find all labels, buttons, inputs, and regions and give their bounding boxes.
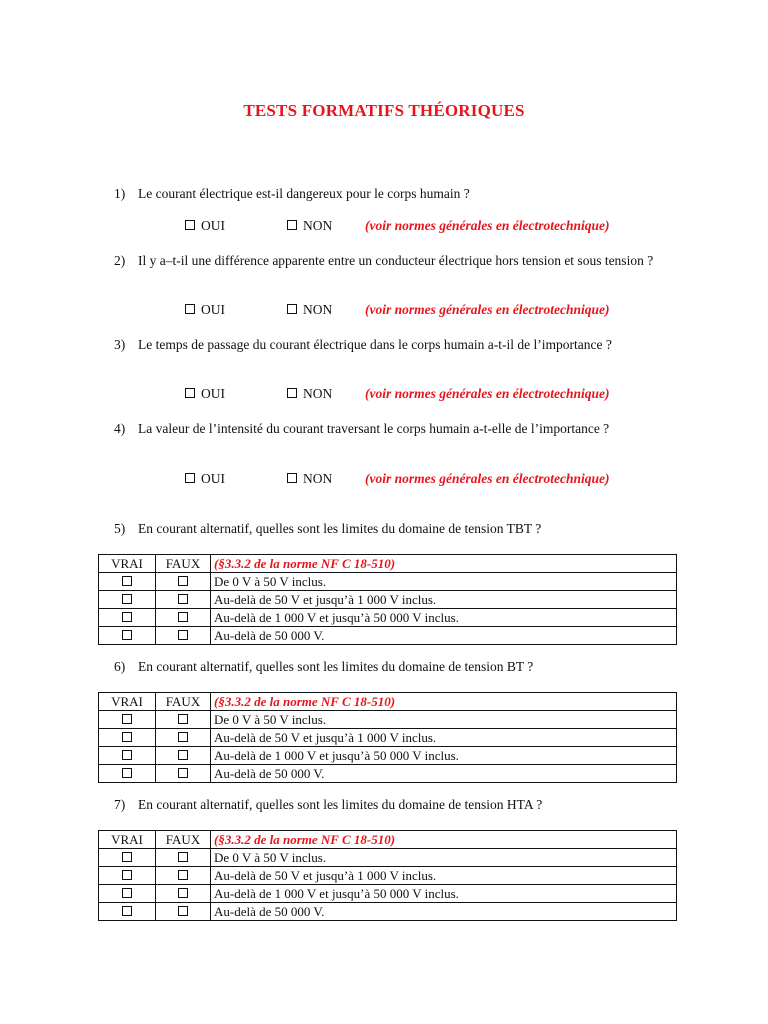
option-text: De 0 V à 50 V inclus.	[211, 711, 677, 729]
faux-cell[interactable]	[156, 849, 211, 867]
faux-header: FAUX	[156, 831, 211, 849]
table-row	[99, 849, 677, 867]
oui-option[interactable]: OUI	[185, 218, 225, 234]
checkbox-icon[interactable]	[122, 732, 132, 742]
faux-cell[interactable]	[156, 885, 211, 903]
option-text: Au-delà de 1 000 V et jusqu’à 50 000 V inclus.	[211, 885, 677, 903]
question-7	[114, 796, 684, 813]
faux-cell[interactable]	[156, 903, 211, 921]
faux-cell[interactable]	[156, 729, 211, 747]
checkbox-icon[interactable]	[122, 750, 132, 760]
option-text: Au-delà de 50 V et jusqu’à 1 000 V inclus.	[211, 729, 677, 747]
checkbox-icon[interactable]	[122, 594, 132, 604]
checkbox-icon[interactable]	[287, 388, 297, 398]
question-text: Le courant électrique est-il dangereux pour le corps humain ?	[138, 186, 470, 201]
checkbox-icon[interactable]	[178, 768, 188, 778]
option-text: Au-delà de 50 000 V.	[211, 765, 677, 783]
non-option[interactable]: NON	[287, 386, 332, 402]
table-row	[99, 711, 677, 729]
non-option[interactable]: NON	[287, 302, 332, 318]
faux-cell[interactable]	[156, 711, 211, 729]
table-row	[99, 591, 677, 609]
question-number: 3)	[114, 337, 126, 352]
non-option[interactable]: NON	[287, 218, 332, 234]
question-2	[114, 252, 684, 269]
norm-reference: (§3.3.2 de la norme NF C 18-510)	[211, 831, 677, 849]
question-6	[114, 658, 684, 675]
checkbox-icon[interactable]	[178, 906, 188, 916]
checkbox-icon[interactable]	[122, 870, 132, 880]
checkbox-icon[interactable]	[287, 473, 297, 483]
question-number: 1)	[114, 186, 126, 201]
question-5	[114, 520, 684, 537]
non-option[interactable]: NON	[287, 471, 332, 487]
answer-table-tbt	[98, 554, 677, 645]
vrai-cell[interactable]	[99, 591, 156, 609]
table-row	[99, 729, 677, 747]
checkbox-icon[interactable]	[178, 714, 188, 724]
question-number: 5)	[114, 521, 126, 536]
checkbox-icon[interactable]	[178, 630, 188, 640]
question-1	[114, 185, 684, 202]
answer-table-bt	[98, 692, 677, 783]
reference-note: (voir normes générales en électrotechnique)	[365, 302, 610, 317]
question-number: 7)	[114, 797, 126, 812]
question-number: 6)	[114, 659, 126, 674]
vrai-cell[interactable]	[99, 765, 156, 783]
checkbox-icon[interactable]	[122, 714, 132, 724]
question-3	[114, 336, 684, 353]
vrai-cell[interactable]	[99, 747, 156, 765]
oui-option[interactable]: OUI	[185, 302, 225, 318]
vrai-cell[interactable]	[99, 849, 156, 867]
checkbox-icon[interactable]	[178, 852, 188, 862]
faux-cell[interactable]	[156, 747, 211, 765]
page-title: TESTS FORMATIFS THÉORIQUES	[243, 101, 525, 120]
checkbox-icon[interactable]	[185, 220, 195, 230]
checkbox-icon[interactable]	[178, 732, 188, 742]
vrai-cell[interactable]	[99, 885, 156, 903]
checkbox-icon[interactable]	[122, 768, 132, 778]
faux-cell[interactable]	[156, 591, 211, 609]
reference-note: (voir normes générales en électrotechnique)	[365, 471, 610, 486]
table-header-row	[99, 693, 677, 711]
vrai-cell[interactable]	[99, 573, 156, 591]
checkbox-icon[interactable]	[178, 888, 188, 898]
option-text: Au-delà de 1 000 V et jusqu’à 50 000 V inclus.	[211, 747, 677, 765]
option-text: Au-delà de 50 V et jusqu’à 1 000 V inclus.	[211, 867, 677, 885]
table-header-row	[99, 831, 677, 849]
checkbox-icon[interactable]	[178, 750, 188, 760]
checkbox-icon[interactable]	[122, 576, 132, 586]
checkbox-icon[interactable]	[185, 304, 195, 314]
question-text: En courant alternatif, quelles sont les limites du domaine de tension HTA ?	[138, 797, 543, 812]
faux-cell[interactable]	[156, 765, 211, 783]
table-row	[99, 573, 677, 591]
oui-option[interactable]: OUI	[185, 386, 225, 402]
faux-cell[interactable]	[156, 867, 211, 885]
question-number: 4)	[114, 421, 126, 436]
table-row	[99, 627, 677, 645]
option-text: Au-delà de 50 V et jusqu’à 1 000 V inclus.	[211, 591, 677, 609]
table-row	[99, 747, 677, 765]
faux-header: FAUX	[156, 555, 211, 573]
table-header-row	[99, 555, 677, 573]
checkbox-icon[interactable]	[185, 388, 195, 398]
vrai-header: VRAI	[99, 693, 156, 711]
question-4	[114, 420, 684, 437]
checkbox-icon[interactable]	[122, 612, 132, 622]
checkbox-icon[interactable]	[287, 304, 297, 314]
question-text: En courant alternatif, quelles sont les limites du domaine de tension TBT ?	[138, 521, 542, 536]
table-row	[99, 609, 677, 627]
option-text: De 0 V à 50 V inclus.	[211, 573, 677, 591]
answer-table-hta	[98, 830, 677, 921]
checkbox-icon[interactable]	[178, 612, 188, 622]
option-text: Au-delà de 1 000 V et jusqu’à 50 000 V inclus.	[211, 609, 677, 627]
checkbox-icon[interactable]	[122, 888, 132, 898]
faux-cell[interactable]	[156, 627, 211, 645]
checkbox-icon[interactable]	[122, 630, 132, 640]
checkbox-icon[interactable]	[178, 870, 188, 880]
vrai-cell[interactable]	[99, 903, 156, 921]
option-text: De 0 V à 50 V inclus.	[211, 849, 677, 867]
norm-reference: (§3.3.2 de la norme NF C 18-510)	[211, 555, 677, 573]
vrai-cell[interactable]	[99, 627, 156, 645]
table-row	[99, 765, 677, 783]
checkbox-icon[interactable]	[178, 576, 188, 586]
checkbox-icon[interactable]	[122, 906, 132, 916]
question-text: Il y a–t-il une différence apparente entre un conducteur électrique hors tension et sous tension ?	[138, 253, 654, 268]
reference-note: (voir normes générales en électrotechnique)	[365, 386, 610, 401]
norm-reference: (§3.3.2 de la norme NF C 18-510)	[211, 693, 677, 711]
vrai-cell[interactable]	[99, 729, 156, 747]
vrai-cell[interactable]	[99, 609, 156, 627]
option-text: Au-delà de 50 000 V.	[211, 903, 677, 921]
faux-cell[interactable]	[156, 609, 211, 627]
reference-note: (voir normes générales en électrotechnique)	[365, 218, 610, 233]
checkbox-icon[interactable]	[178, 594, 188, 604]
table-row	[99, 903, 677, 921]
question-number: 2)	[114, 253, 126, 268]
faux-cell[interactable]	[156, 573, 211, 591]
vrai-cell[interactable]	[99, 867, 156, 885]
checkbox-icon[interactable]	[185, 473, 195, 483]
table-row	[99, 885, 677, 903]
question-text: Le temps de passage du courant électrique dans le corps humain a-t-il de l’importance ?	[138, 337, 612, 352]
oui-option[interactable]: OUI	[185, 471, 225, 487]
vrai-cell[interactable]	[99, 711, 156, 729]
question-text: La valeur de l’intensité du courant traversant le corps humain a-t-elle de l’importance ?	[138, 421, 610, 436]
faux-header: FAUX	[156, 693, 211, 711]
vrai-header: VRAI	[99, 555, 156, 573]
table-row	[99, 867, 677, 885]
question-text: En courant alternatif, quelles sont les limites du domaine de tension BT ?	[138, 659, 534, 674]
checkbox-icon[interactable]	[122, 852, 132, 862]
vrai-header: VRAI	[99, 831, 156, 849]
option-text: Au-delà de 50 000 V.	[211, 627, 677, 645]
checkbox-icon[interactable]	[287, 220, 297, 230]
